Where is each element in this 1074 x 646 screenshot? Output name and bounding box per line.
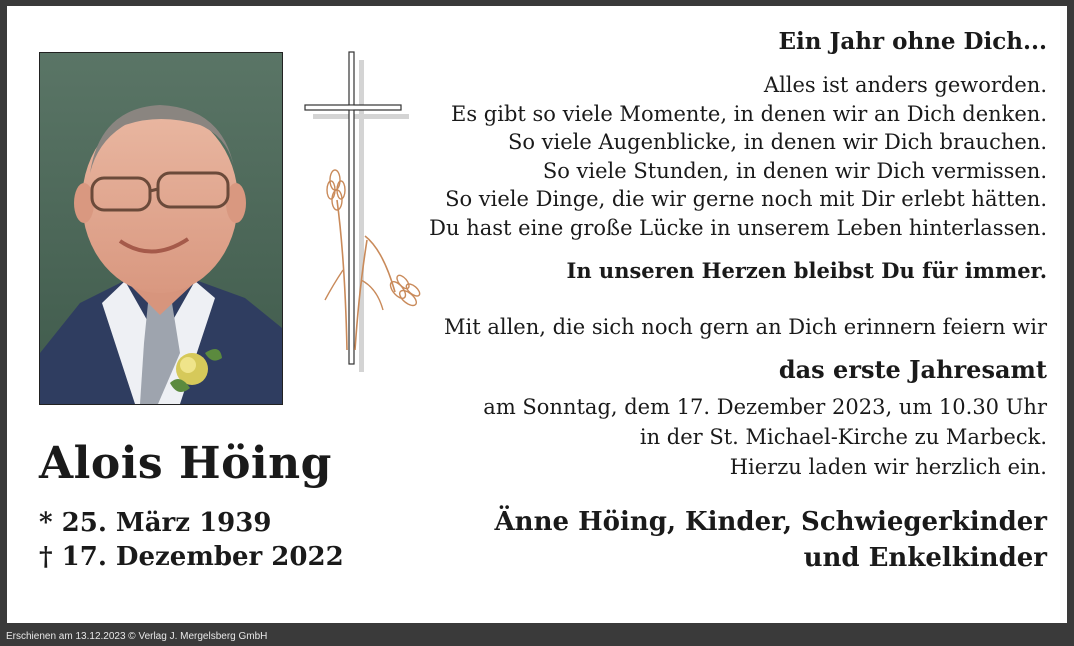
life-dates <box>39 506 344 574</box>
invitation-line: Mit allen, die sich noch gern an Dich erinnern feiern wir <box>444 315 1047 339</box>
signature <box>407 504 1047 576</box>
poem-line: Du hast eine große Lücke in unserem Leben hinterlassen. <box>429 215 1047 240</box>
poem-line: Alles ist anders geworden. <box>763 73 1047 97</box>
event-location: in der St. Michael-Kirche zu Marbeck. <box>639 425 1047 449</box>
signature-line: und Enkelkinder <box>803 543 1047 573</box>
event-details <box>407 392 1047 482</box>
deceased-name: Alois Höing <box>39 438 332 489</box>
event-date: am Sonntag, dem 17. Dezember 2023, um 10.30 Uhr <box>483 395 1047 419</box>
birth-date: * 25. März 1939 <box>39 508 272 538</box>
portrait-photo <box>39 52 283 405</box>
invitation-note: Hierzu laden wir herzlich ein. <box>729 455 1047 479</box>
event-title: das erste Jahresamt <box>778 355 1047 384</box>
death-date: † 17. Dezember 2022 <box>39 542 344 572</box>
poem-line: So viele Stunden, in denen wir Dich vermissen. <box>542 158 1047 183</box>
publication-footer: Erschienen am 13.12.2023 © Verlag J. Mergelsberg GmbH <box>6 631 268 642</box>
motto: In unseren Herzen bleibst Du für immer. <box>566 258 1047 283</box>
poem-line: So viele Dinge, die wir gerne noch mit Dir erlebt hätten. <box>445 187 1047 211</box>
heading: Ein Jahr ohne Dich... <box>778 28 1047 55</box>
poem-line: Es gibt so viele Momente, in denen wir an Dich denken. <box>451 101 1047 126</box>
obituary-card <box>7 6 1067 623</box>
signature-line: Änne Höing, Kinder, Schwiegerkinder <box>494 507 1047 537</box>
poem-line: So viele Augenblicke, in denen wir Dich brauchen. <box>507 130 1047 154</box>
text-column <box>407 28 1047 576</box>
poem <box>407 71 1047 242</box>
